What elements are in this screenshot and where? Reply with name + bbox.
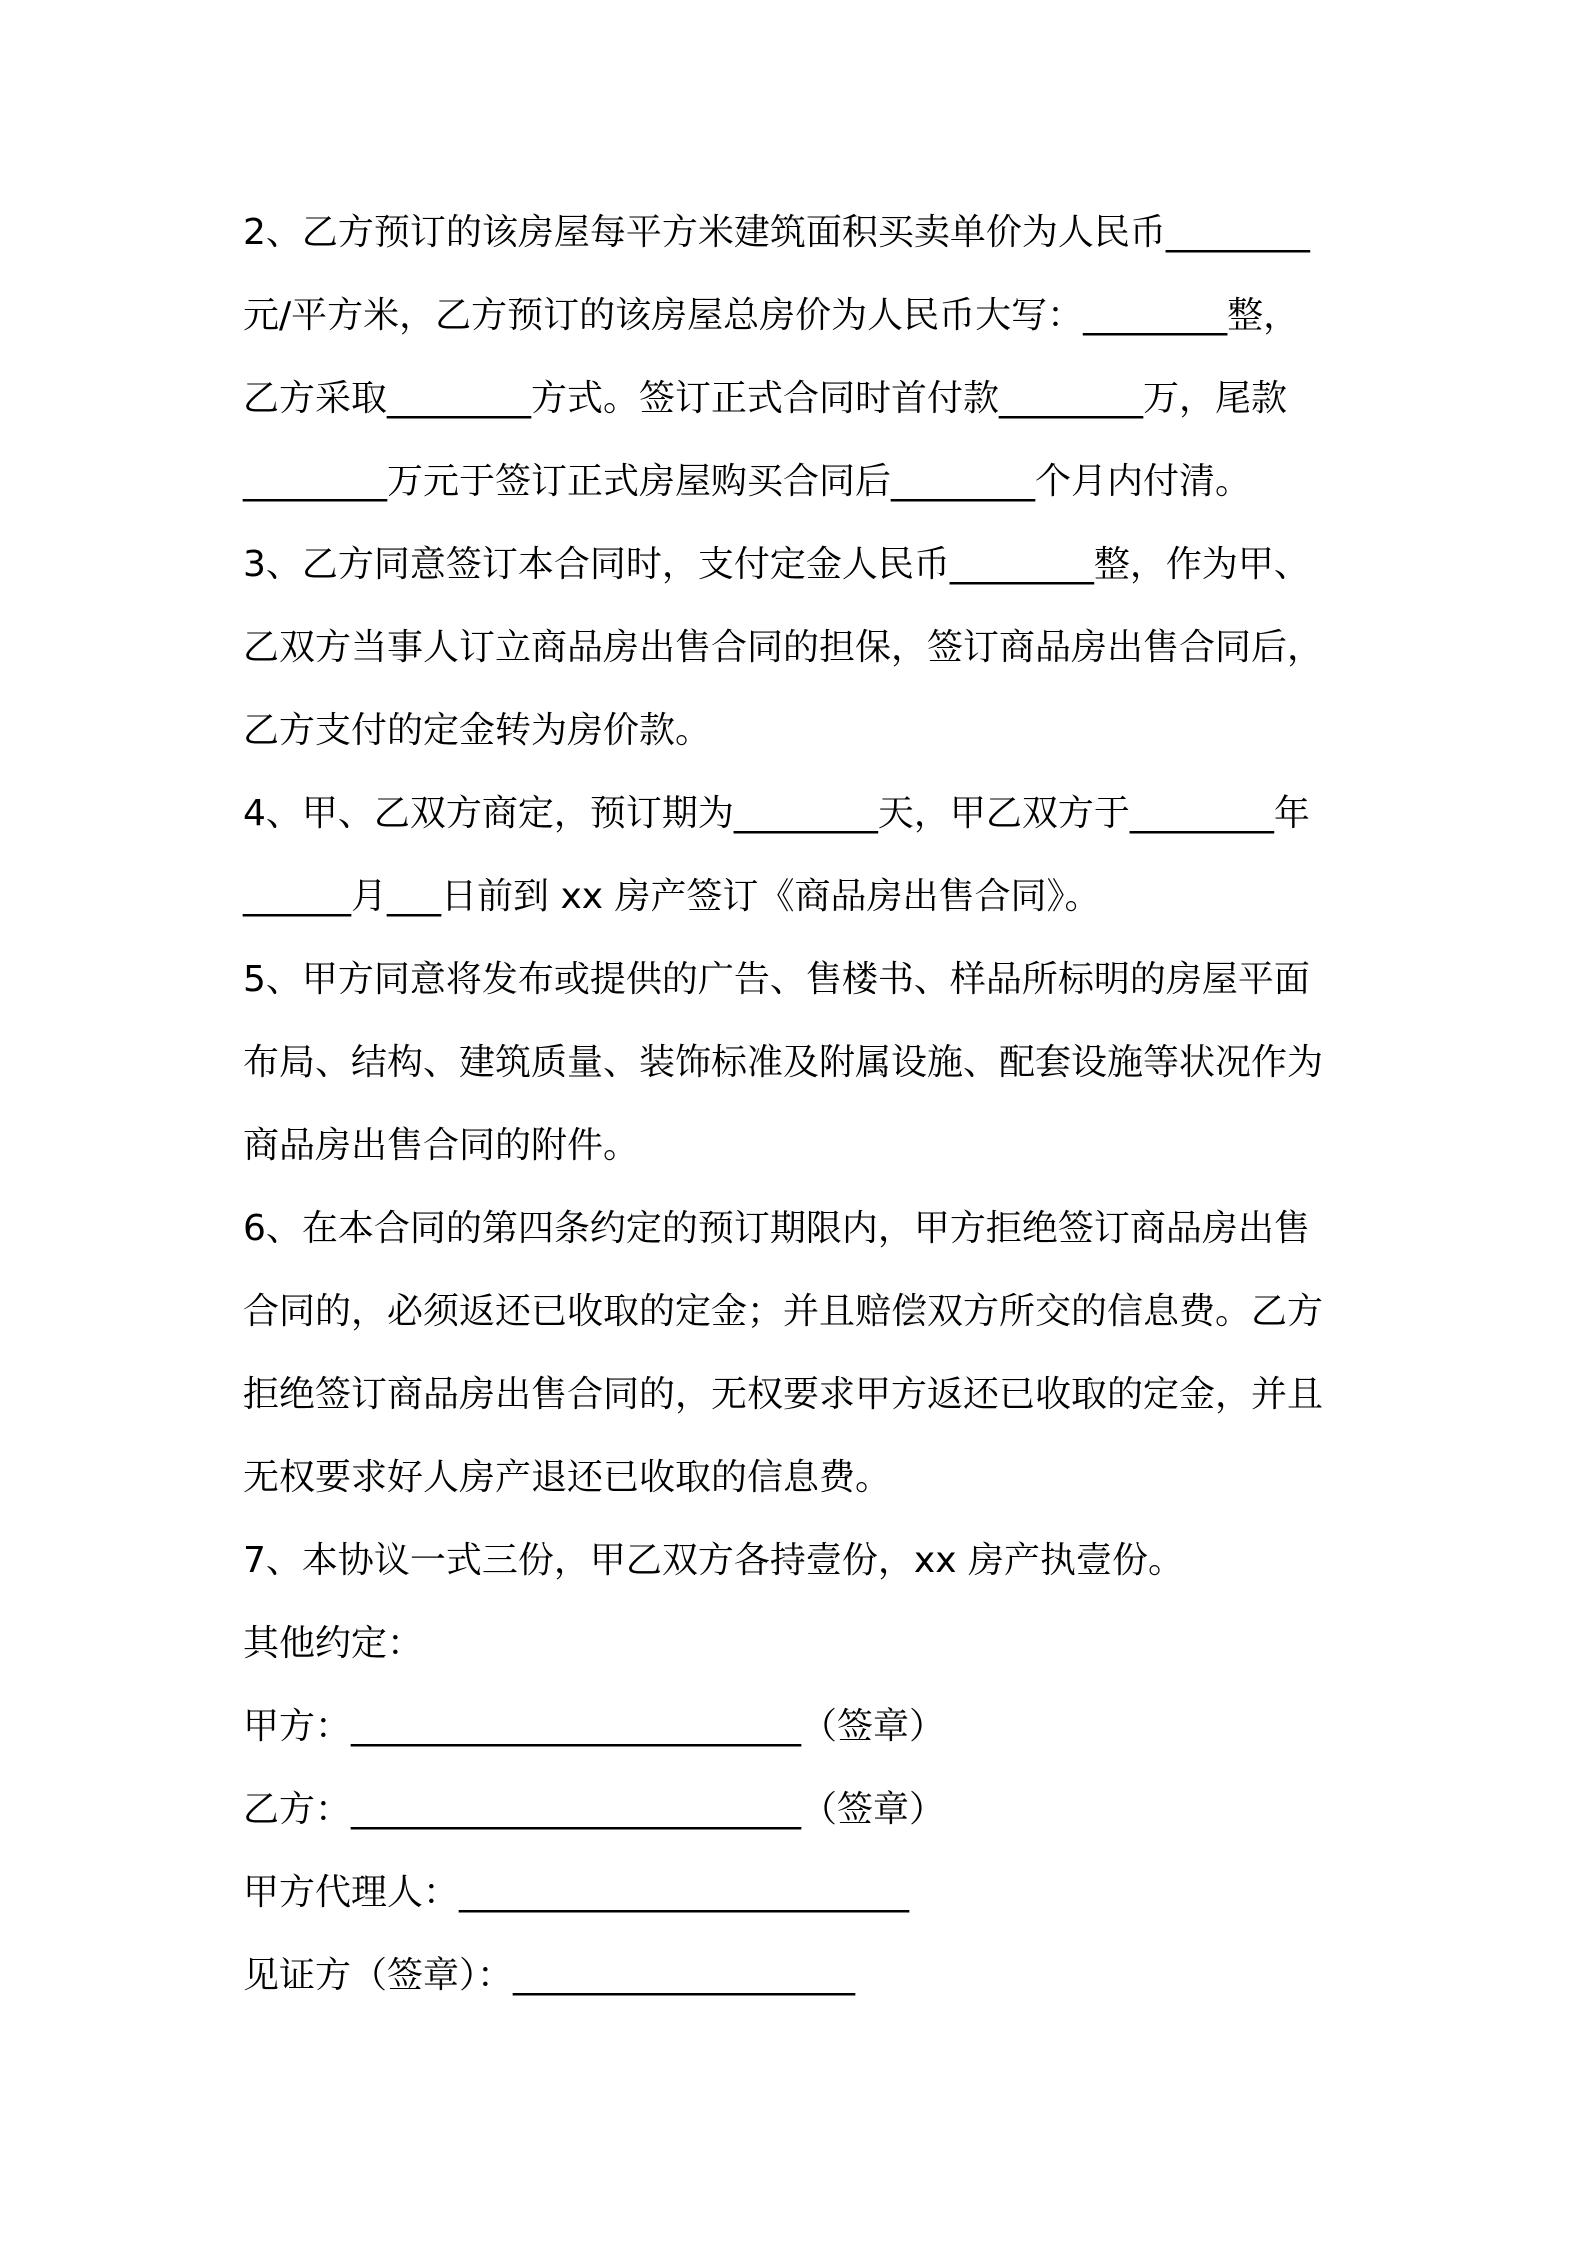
clause-5-line-2: 布局、结构、建筑质量、装饰标准及附属设施、配套设施等状况作为: [243, 1042, 1324, 1083]
clause-2-line-2: 元/平方米，乙方预订的该房屋总房价为人民币大写：________整，: [243, 295, 1300, 336]
clause-3-line-1: 3、乙方同意签订本合同时，支付定金人民币________整，作为甲、: [243, 544, 1310, 585]
clause-5-line-1: 5、甲方同意将发布或提供的广告、售楼书、样品所标明的房屋平面: [243, 959, 1310, 1000]
clause-3-line-3: 乙方支付的定金转为房价款。: [243, 710, 712, 751]
party-b-signature-line: 乙方：_________________________（签章）: [243, 1789, 946, 1830]
clause-6-line-3: 拒绝签订商品房出售合同的，无权要求甲方返还已收取的定金，并且: [243, 1374, 1324, 1415]
clause-5-line-3: 商品房出售合同的附件。: [243, 1125, 640, 1166]
clause-2-line-4: ________万元于签订正式房屋购买合同后________个月内付清。: [243, 461, 1252, 502]
clause-3-line-2: 乙双方当事人订立商品房出售合同的担保，签订商品房出售合同后，: [243, 627, 1324, 668]
clause-6-line-4: 无权要求好人房产退还已收取的信息费。: [243, 1457, 892, 1498]
clause-7-line-1: 7、本协议一式三份，甲乙双方各持壹份，xx 房产执壹份。: [243, 1540, 1184, 1581]
party-a-signature-line: 甲方：_________________________（签章）: [243, 1706, 946, 1747]
clause-6-line-2: 合同的，必须返还已收取的定金；并且赔偿双方所交的信息费。乙方: [243, 1291, 1324, 1332]
witness-signature-line: 见证方（签章）：___________________: [243, 1955, 856, 1996]
clause-4-line-1: 4、甲、乙双方商定，预订期为________天，甲乙双方于________年: [243, 793, 1310, 834]
clause-2-line-1: 2、乙方预订的该房屋每平方米建筑面积买卖单价为人民币________: [243, 212, 1310, 253]
party-a-agent-line: 甲方代理人：_________________________: [243, 1872, 910, 1913]
clause-4-line-2: ______月___日前到 xx 房产签订《商品房出售合同》。: [243, 876, 1101, 917]
other-agreements-label: 其他约定：: [243, 1623, 424, 1664]
clause-6-line-1: 6、在本合同的第四条约定的预订期限内，甲方拒绝签订商品房出售: [243, 1208, 1310, 1249]
clause-2-line-3: 乙方采取________方式。签订正式合同时首付款________万，尾款: [243, 378, 1288, 419]
